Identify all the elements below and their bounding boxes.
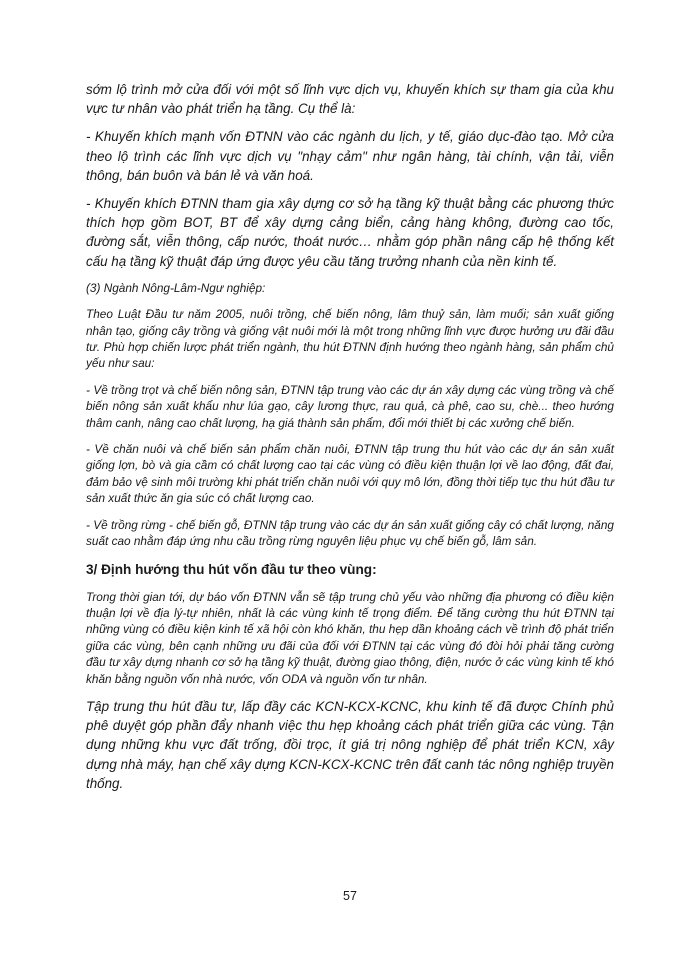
region-industrial-zones-paragraph: Tập trung thu hút đầu tư, lấp đầy các KCN-KCX-KCNC, khu kinh tế đã được Chính phủ phê duyệt góp phần đẩy nhanh việc thu hẹp khoảng cách phát triển giữa các vùng. Tận dụng những khu vực đất trống, đồi trọc, ít giá trị nông nghiệp để phát triển KCN, xây dựng nhà máy, hạn chế xây dựng KCN-KCX-KCNC trên đất canh tác nông nghiệp truyền thống. (86, 698, 614, 791)
bullet-forestry-paragraph: - Về trồng rừng - chế biến gỗ, ĐTNN tập trung vào các dự án sản xuất giống cây có chất lượng, năng suất cao nhằm đáp ứng nhu cầu trồng rừng nguyên liệu phục vụ chế biến gỗ, lâm sản. (86, 517, 614, 549)
page-body (86, 80, 614, 793)
bullet-crops-paragraph: - Về trồng trọt và chế biến nông sản, ĐTNN tập trung vào các dự án xây dựng các vùng trồng và chế biến nông sản xuất khẩu như lúa gạo, cây lương thực, rau quả, cà phê, cao su, chè... theo hướng thâm canh, nâng cao chất lượng, hạ giá thành sản phẩm, đổi mới thiết bị các xưởng chế biến. (86, 382, 614, 430)
agriculture-law-paragraph: Theo Luật Đầu tư năm 2005, nuôi trồng, chế biến nông, lâm thuỷ sản, làm muối; sản xuất giống nhân tạo, giống cây trồng và giống vật nuôi mới là một trong những lĩnh vực được hưởng ưu đãi đầu tư. Phù hợp chiến lược phát triển ngành, thu hút ĐTNN định hướng theo ngành hàng, sản phẩm chủ yếu như sau: (86, 307, 614, 371)
bullet-services-paragraph: - Khuyến khích mạnh vốn ĐTNN vào các ngành du lịch, y tế, giáo dục-đào tạo. Mở cửa theo lộ trình các lĩnh vực dịch vụ "nhạy cảm" như ngân hàng, tài chính, vận tải, viễn thông, bán buôn và bán lẻ và văn hoá. (86, 129, 614, 183)
region-forecast-paragraph: Trong thời gian tới, dự báo vốn ĐTNN vẫn sẽ tập trung chủ yếu vào những địa phương có điều kiện thuận lợi về địa lý-tự nhiên, nhất là các vùng kinh tế trọng điểm. Để tăng cường thu hút ĐTNN tại những vùng có điều kiện kinh tế xã hội còn khó khăn, thu hẹp dần khoảng cách về trình độ phát triển giữa các vùng, bên cạnh những ưu đãi của đối với ĐTNN tại các vùng đó đòi hỏi phải tăng cường đầu tư xây dựng nhanh cơ sở hạ tầng kỹ thuật, đường giao thông, điện, nước ở các vùng kinh tế khó khăn bằng nguồn vốn nhà nước, vốn ODA và nguồn vốn tư nhân. (86, 589, 614, 686)
intro-paragraph: sớm lộ trình mở cửa đối với một số lĩnh vực dịch vụ, khuyến khích sự tham gia của khu vực tư nhân vào phát triển hạ tầng. Cụ thể là: (86, 82, 614, 117)
page-number: 57 (343, 889, 357, 903)
bullet-infrastructure-paragraph: - Khuyến khích ĐTNN tham gia xây dựng cơ sở hạ tầng kỹ thuật bằng các phương thức thích hợp gồm BOT, BT để xây dựng cảng biển, cảng hàng không, đường cao tốc, đường sắt, viễn thông, cấp nước, thoát nước… nhằm góp phần nâng cấp hệ thống kết cấu hạ tầng kỹ thuật đáp ứng được yêu cầu tăng trưởng nhanh của nền kinh tế. (86, 196, 614, 269)
agriculture-subheading: (3) Ngành Nông-Lâm-Ngư nghiệp: (86, 280, 266, 295)
section-heading: 3/ Định hướng thu hút vốn đầu tư theo vùng: (86, 561, 377, 577)
bullet-livestock-paragraph: - Về chăn nuôi và chế biến sản phẩm chăn nuôi, ĐTNN tập trung thu hút vào các dự án sản xuất giống lợn, bò và gia cầm có chất lượng cao tại các vùng có điều kiện thuận lợi về lao động, đất đai, đảm bảo vệ sinh môi trường khi phát triển chăn nuôi với quy mô lớn, đồng thời tiếp tục thu hút đầu tư sản xuất thức ăn gia súc có chất lượng cao. (86, 442, 614, 506)
